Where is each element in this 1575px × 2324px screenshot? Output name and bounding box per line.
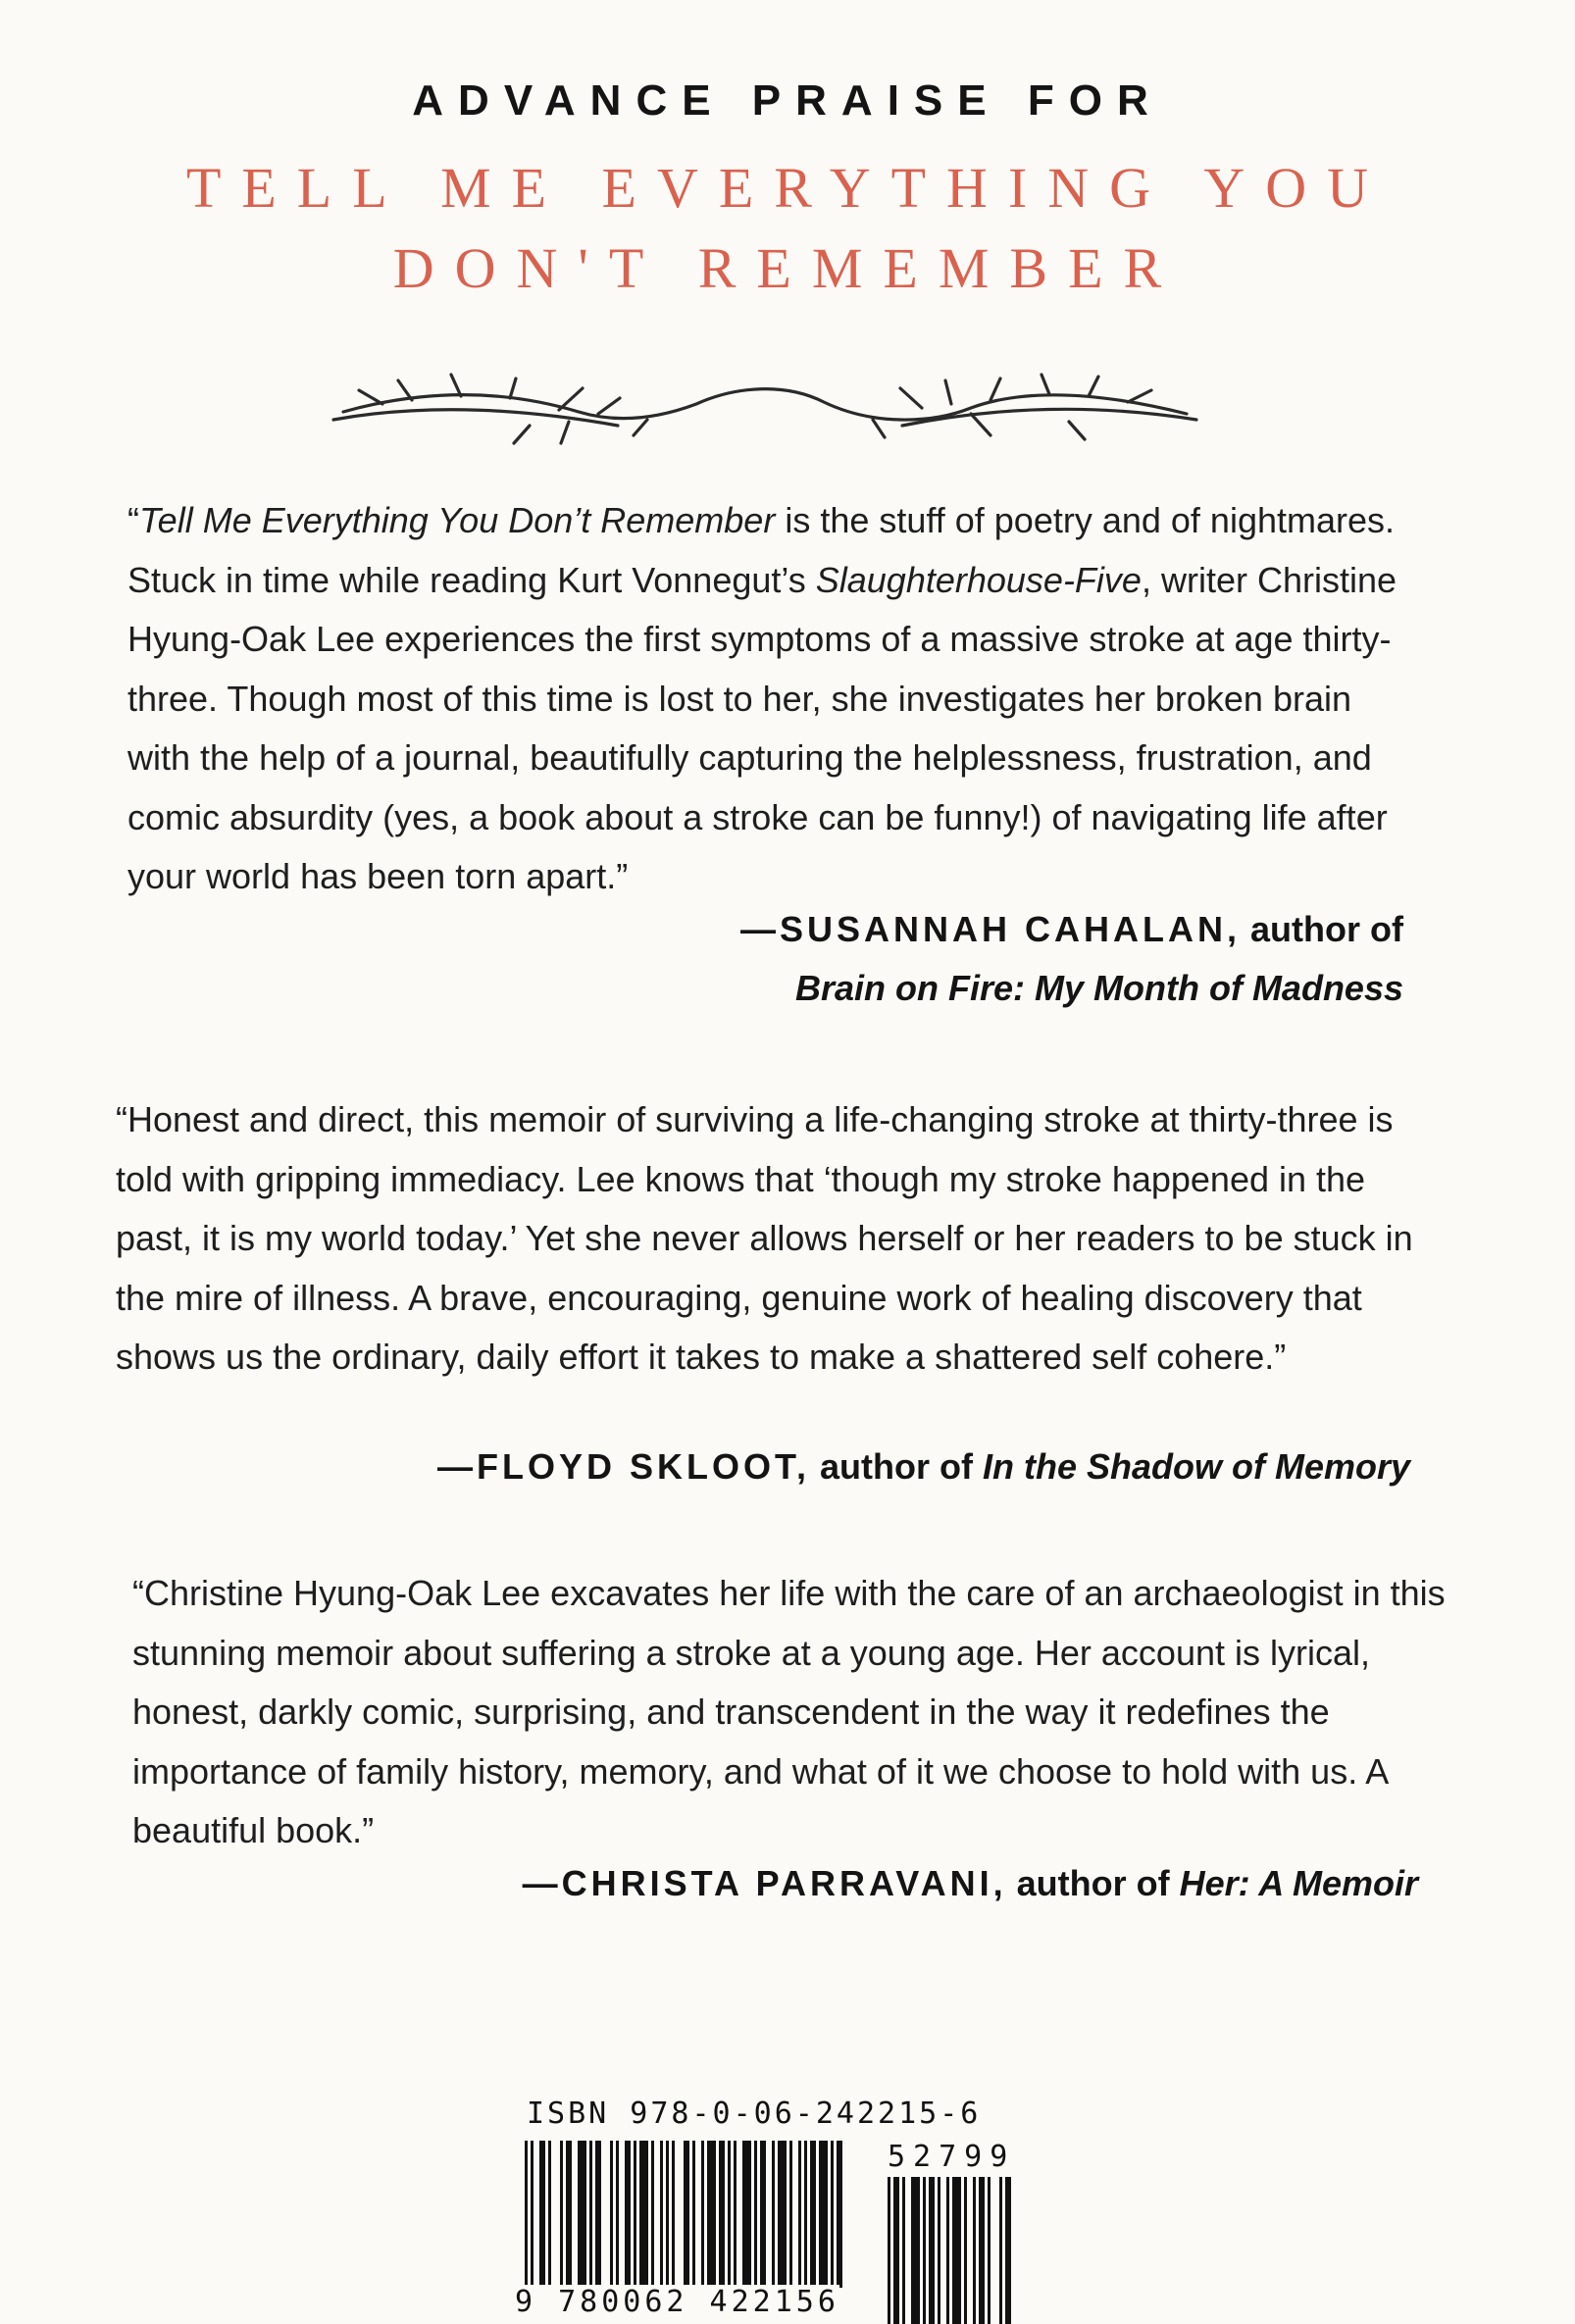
reviewer-name: —FLOYD SKLOOT, (436, 1446, 810, 1487)
barcode-digits: 9 780062 422156 (515, 2285, 839, 2319)
barcode-bar (701, 2141, 704, 2288)
praise-quote-2 (116, 1090, 1420, 1388)
barcode-bar (911, 2177, 920, 2324)
reviewer-role: author of (1241, 909, 1403, 949)
barcode-bar (893, 2177, 899, 2324)
barcode-bar (804, 2141, 807, 2288)
quote-text: is the stuff of poetry and of nightmares. Stuck in time while reading Kurt Vonnegut’s (127, 500, 1396, 600)
barcode-bar (560, 2141, 563, 2288)
book-title-mention: Tell Me Everything You Don’t Remember (139, 500, 776, 540)
barcode-bar (754, 2141, 757, 2288)
reviewer-work: Her: A Memoir (1179, 1863, 1418, 1903)
barcode-bar (595, 2141, 601, 2288)
barcode-bar (778, 2141, 787, 2288)
attribution-1-work (795, 968, 1403, 1009)
barcode-bar (639, 2141, 648, 2288)
open-quote: “ (127, 500, 139, 540)
reviewer-work: Brain on Fire: My Month of Madness (794, 968, 1403, 1008)
reviewer-work: In the Shadow of Memory (982, 1446, 1410, 1487)
reviewer-name: —CHRISTA PARRAVANI, (522, 1863, 1007, 1903)
barcode-bar (810, 2141, 816, 2288)
barcode-bar (798, 2141, 801, 2288)
barcode-bar (525, 2141, 528, 2288)
cited-book: Slaughterhouse-Five (815, 559, 1142, 600)
barcode-bar (973, 2177, 976, 2324)
barcode-bar (789, 2141, 792, 2288)
attribution-1 (740, 909, 1403, 950)
book-title-line-1: TELL ME EVERYTHING YOU (185, 156, 1390, 220)
barcode-bar (902, 2177, 905, 2324)
praise-quote-3 (132, 1564, 1447, 1861)
barcode-bar (719, 2141, 725, 2288)
barcode-bar (684, 2141, 689, 2288)
reviewer-role: author of (809, 1446, 983, 1487)
barcode-bar (742, 2141, 751, 2288)
attribution-3 (523, 1863, 1418, 1904)
barcode-bar (651, 2141, 654, 2288)
barcode-bar (964, 2177, 967, 2324)
barcode-bar (819, 2141, 828, 2288)
barcode-bar (578, 2141, 586, 2288)
barcode-bar (692, 2141, 695, 2288)
barcode-bar (707, 2141, 716, 2288)
reviewer-role: author of (1006, 1863, 1180, 1903)
barcode-bar (539, 2141, 545, 2288)
price-addon-barcode (888, 2177, 1054, 2324)
barcode-bar (999, 2177, 1002, 2324)
barcode-bar (625, 2141, 631, 2288)
barcode-bar (979, 2177, 985, 2324)
barcode-bar (666, 2141, 669, 2288)
barcode-bar (660, 2141, 663, 2288)
advance-praise-heading: ADVANCE PRAISE FOR (412, 76, 1163, 125)
praise-quote-1 (127, 491, 1412, 907)
barcode-bar (616, 2141, 619, 2288)
quote-text: , writer Christine Hyung-Oak Lee experiences the first symptoms of a massive stroke at age thirty-three. Though most of this time is lost to her, she investigates her broken brain with the help of a journal, beautifully capturing the helplessness, frustration, and comic absurdity (yes, a book about a stroke can be funny!) of navigating life after your world has been torn apart.” (127, 559, 1397, 896)
barcode-bar (589, 2141, 592, 2288)
barcode-bar (610, 2141, 613, 2288)
price-code: 52799 (888, 2140, 1016, 2174)
isbn-text: ISBN 978-0-06-242215-6 (527, 2097, 982, 2131)
book-title-line-2: DON'T REMEMBER (392, 236, 1183, 300)
barcode-bar (888, 2177, 890, 2324)
barcode-bar (634, 2141, 636, 2288)
quote-text: “Christine Hyung-Oak Lee excavates her life with the care of an archaeologist in this stunning memoir about suffering a stroke at a young age. Her account is lyrical, honest, darkly comic, surprising, and transcendent in the way it redefines the importance of family history, memory, and what of it we choose to hold with us. A beautiful book.” (132, 1573, 1446, 1850)
barcode-bar (566, 2141, 572, 2288)
barcode-bar (1005, 2177, 1011, 2324)
barcode-bar (831, 2141, 834, 2288)
barcode-bar (772, 2141, 775, 2288)
quote-text: “Honest and direct, this memoir of surviving a life-changing stroke at thirty-three is told with gripping immediacy. Lee knows that ‘though my stroke happened in the past, it is my world today.’ Yet she never allows herself or her readers to be stuck in the mire of illness. A brave, encouraging, genuine work of healing discovery that shows us the ordinary, daily effort it takes to make a shattered self cohere.” (116, 1099, 1413, 1377)
barcode-bar (837, 2141, 842, 2288)
barcode-bar (672, 2141, 675, 2288)
barcode-bar (548, 2141, 551, 2288)
reviewer-name: —SUSANNAH CAHALAN, (740, 909, 1242, 949)
barcode-bar (946, 2177, 949, 2324)
barcode-bar (728, 2141, 731, 2288)
barcode-bar (938, 2177, 940, 2324)
barcode-bar (929, 2177, 935, 2324)
barcode-bar (923, 2177, 926, 2324)
barcode-bar (734, 2141, 737, 2288)
barcode-bar (531, 2141, 533, 2288)
vine-flourish-icon (324, 365, 1206, 453)
barcode-bar (988, 2177, 991, 2324)
barcode-bar (952, 2177, 961, 2324)
barcode-bar (760, 2141, 766, 2288)
attribution-2 (437, 1446, 1410, 1488)
